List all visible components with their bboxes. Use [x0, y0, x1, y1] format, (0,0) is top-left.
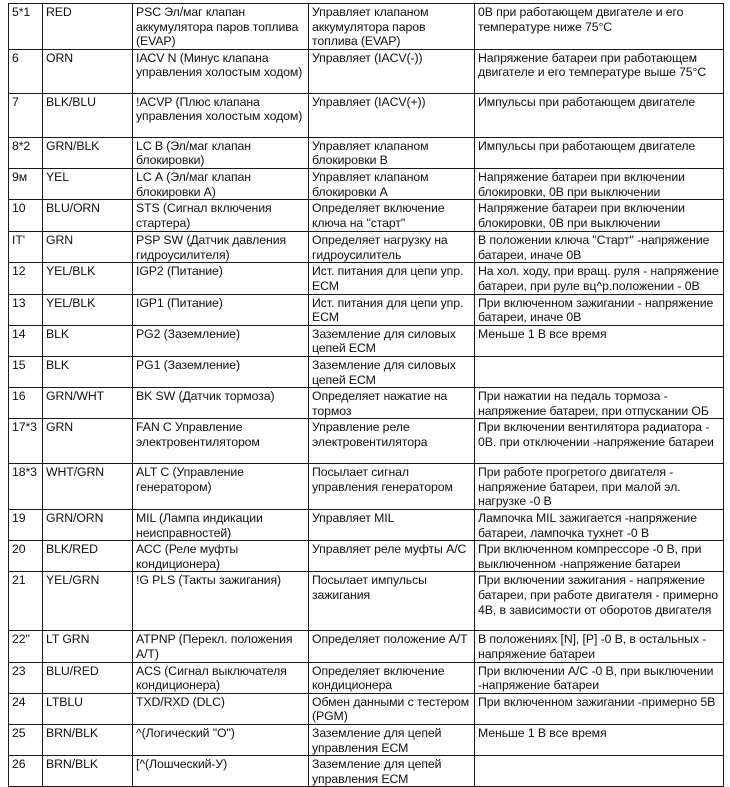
function-cell: Управляет клапаном блокировки А: [309, 168, 475, 199]
function-cell: Посылает импульсы зажигания: [309, 572, 475, 631]
condition-cell: В положении ключа "Старт" -напряжение батареи, иначе 0В: [475, 232, 724, 263]
terminal-name-cell: STS (Сигнал включения стартера): [133, 200, 309, 232]
function-cell: Заземление для силовых цепей ЕСМ: [309, 325, 475, 356]
terminal-name-cell: ALT С (Управление генератором): [133, 464, 309, 510]
condition-cell: Меньше 1 В все время: [475, 725, 724, 756]
function-cell: Ист. питания для цепи упр. ЕСМ: [309, 263, 475, 294]
table-row: [9, 541, 724, 572]
condition-cell: Импульсы при работающем двигателе: [475, 137, 724, 168]
wire-color-cell: YEL: [43, 168, 133, 199]
terminal-name-cell: !G PLS (Такты зажигания): [133, 572, 309, 631]
table-row: [9, 756, 724, 787]
table-row: [9, 294, 724, 325]
table-row: [9, 4, 724, 50]
pin-number-cell: 25: [9, 725, 43, 756]
terminal-name-cell: [^(Лошческий-У): [133, 756, 309, 787]
table-row: [9, 137, 724, 168]
function-cell: Управление реле электровентилятора: [309, 419, 475, 464]
pin-number-cell: 21: [9, 572, 43, 631]
function-cell: Определяет нажатие на тормоз: [309, 388, 475, 419]
condition-cell: При включенном зажигании - напряжение батареи, иначе 0В: [475, 294, 724, 325]
table-row: [9, 419, 724, 464]
function-cell: Управляет (IACV(+)): [309, 93, 475, 137]
wire-color-cell: ORN: [43, 49, 133, 93]
table-row: [9, 464, 724, 510]
condition-cell: Импульсы при работающем двигателе: [475, 93, 724, 137]
wire-color-cell: GRN: [43, 419, 133, 464]
pin-number-cell: 7: [9, 93, 43, 137]
pin-number-cell: 18*3: [9, 464, 43, 510]
wire-color-cell: LTBLU: [43, 693, 133, 724]
wire-color-cell: BLU/ORN: [43, 200, 133, 232]
wire-color-cell: GRN/ORN: [43, 510, 133, 541]
terminal-name-cell: TXD/RXD (DLC): [133, 693, 309, 724]
condition-cell: Меньше 1 В все время: [475, 325, 724, 356]
terminal-name-cell: PG1 (Заземление): [133, 356, 309, 387]
pin-number-cell: 17*3: [9, 419, 43, 464]
pin-number-cell: 26: [9, 756, 43, 787]
terminal-name-cell: PSP SW (Датчик давления гидроусилителя): [133, 232, 309, 263]
condition-cell: Напряжение батареи при работающем двигателе и его температуре выше 75°С: [475, 49, 724, 93]
terminal-name-cell: PSC Эл/маг клапан аккумулятора паров топлива (EVAP): [133, 4, 309, 50]
pin-number-cell: 9м: [9, 168, 43, 199]
pin-number-cell: 6: [9, 49, 43, 93]
condition-cell: Напряжение батареи при включении блокировки, 0В при выключении: [475, 168, 724, 199]
pin-number-cell: 13: [9, 294, 43, 325]
terminal-name-cell: АСС (Реле муфты кондиционера): [133, 541, 309, 572]
condition-cell: При включении А/С -0 В, при выключении -напряжение батареи: [475, 662, 724, 693]
function-cell: Управляет MIL: [309, 510, 475, 541]
function-cell: Ист. питания для цепи упр. ЕСМ: [309, 294, 475, 325]
terminal-name-cell: !ACVP (Плюс клапана управления холостым ходом): [133, 93, 309, 137]
wire-color-cell: GRN: [43, 232, 133, 263]
terminal-name-cell: LC А (Эл/маг клапан блокировки А): [133, 168, 309, 199]
table-row: [9, 572, 724, 631]
table-row: [9, 200, 724, 232]
table-row: [9, 388, 724, 419]
function-cell: Определяет нагрузку на гидроусилитель: [309, 232, 475, 263]
function-cell: Заземление для силовых цепей ЕСМ: [309, 356, 475, 387]
table-row: [9, 49, 724, 93]
terminal-name-cell: FAN С Управление электровентилятором: [133, 419, 309, 464]
wire-color-cell: GRN/BLK: [43, 137, 133, 168]
condition-cell: Лампочка MIL зажигается -напряжение батареи, лампочка тухнет -0 В: [475, 510, 724, 541]
pin-number-cell: 14: [9, 325, 43, 356]
condition-cell: При работе прогретого двигателя - напряжение батареи, при малой эл. нагрузке -0 В: [475, 464, 724, 510]
condition-cell: 0В при работающем двигателе и его температуре ниже 75°С: [475, 4, 724, 50]
wire-color-cell: BLK: [43, 356, 133, 387]
condition-cell: [475, 756, 724, 787]
wire-color-cell: BLK/RED: [43, 541, 133, 572]
wire-color-cell: YEL/BLK: [43, 294, 133, 325]
pin-number-cell: 23: [9, 662, 43, 693]
pin-number-cell: 19: [9, 510, 43, 541]
table-row: [9, 168, 724, 199]
terminal-name-cell: ^(Логический "О"): [133, 725, 309, 756]
ecm-pinout-table: [8, 3, 724, 787]
table-row: [9, 631, 724, 662]
condition-cell: При включении вентилятора радиатора - 0В. при отключении -напряжение батареи: [475, 419, 724, 464]
condition-cell: [475, 356, 724, 387]
condition-cell: На хол. ходу, при вращ. руля - напряжение батареи, при руле вц^р.положении - 0В: [475, 263, 724, 294]
wire-color-cell: YEL/GRN: [43, 572, 133, 631]
function-cell: Управляет (IACV(-)): [309, 49, 475, 93]
pin-number-cell: 12: [9, 263, 43, 294]
table-row: [9, 325, 724, 356]
function-cell: Заземление для цепей управления ЕСМ: [309, 725, 475, 756]
wire-color-cell: BRN/BLK: [43, 725, 133, 756]
function-cell: Заземление для цепей управления ЕСМ: [309, 756, 475, 787]
condition-cell: В положениях [N], [P] -0 В, в остальных - напряжение батареи: [475, 631, 724, 662]
table-row: [9, 693, 724, 724]
function-cell: Управляет клапаном блокировки В: [309, 137, 475, 168]
function-cell: Обмен данными с тестером (PGM): [309, 693, 475, 724]
table-row: [9, 725, 724, 756]
condition-cell: При нажатии на педаль тормоза - напряжение батареи, при отпускании ОБ: [475, 388, 724, 419]
wire-color-cell: BLK/BLU: [43, 93, 133, 137]
terminal-name-cell: BK SW (Датчик тормоза): [133, 388, 309, 419]
table-row: [9, 356, 724, 387]
terminal-name-cell: IGP2 (Питание): [133, 263, 309, 294]
wire-color-cell: RED: [43, 4, 133, 50]
wire-color-cell: YEL/BLK: [43, 263, 133, 294]
terminal-name-cell: LC В (Эл/маг клапан блокировки): [133, 137, 309, 168]
pin-number-cell: 15: [9, 356, 43, 387]
function-cell: Определяет включение ключа на "старт": [309, 200, 475, 232]
table-row: [9, 662, 724, 693]
wire-color-cell: LT GRN: [43, 631, 133, 662]
function-cell: Управляет клапаном аккумулятора паров топлива (EVAP): [309, 4, 475, 50]
wire-color-cell: BLU/RED: [43, 662, 133, 693]
table-row: [9, 93, 724, 137]
terminal-name-cell: PG2 (Заземление): [133, 325, 309, 356]
condition-cell: При включении зажигания - напряжение батареи, при работе двигателя - примерно 4В, в зависимости от оборотов двигателя: [475, 572, 724, 631]
pin-number-cell: 16: [9, 388, 43, 419]
function-cell: Управляет реле муфты А/С: [309, 541, 475, 572]
pin-number-cell: 5*1: [9, 4, 43, 50]
table-row: [9, 510, 724, 541]
table-row: [9, 232, 724, 263]
wire-color-cell: WHT/GRN: [43, 464, 133, 510]
function-cell: Определяет включение кондиционера: [309, 662, 475, 693]
wire-color-cell: GRN/WHT: [43, 388, 133, 419]
condition-cell: При включенном зажигании -примерно 5В: [475, 693, 724, 724]
terminal-name-cell: IACV N (Минус клапана управления холостым ходом): [133, 49, 309, 93]
function-cell: Определяет положение А/Т: [309, 631, 475, 662]
function-cell: Посылает сигнал управления генератором: [309, 464, 475, 510]
pin-number-cell: 24: [9, 693, 43, 724]
pin-number-cell: 20: [9, 541, 43, 572]
condition-cell: При включенном компрессоре -0 В, при выключенном -напряжение батареи: [475, 541, 724, 572]
wire-color-cell: BLK: [43, 325, 133, 356]
terminal-name-cell: ACS (Сигнал выключателя кондиционера): [133, 662, 309, 693]
wire-color-cell: BRN/BLK: [43, 756, 133, 787]
pin-number-cell: 10: [9, 200, 43, 232]
table-body: [9, 4, 724, 787]
pin-number-cell: 8*2: [9, 137, 43, 168]
terminal-name-cell: IGP1 (Питание): [133, 294, 309, 325]
condition-cell: Напряжение батареи при включении блокировки, 0В при выключении: [475, 200, 724, 232]
terminal-name-cell: ATPNP (Перекл. положения А/Т): [133, 631, 309, 662]
pin-number-cell: IT': [9, 232, 43, 263]
pin-number-cell: 22": [9, 631, 43, 662]
table-row: [9, 263, 724, 294]
terminal-name-cell: MIL (Лампа индикации неисправностей): [133, 510, 309, 541]
